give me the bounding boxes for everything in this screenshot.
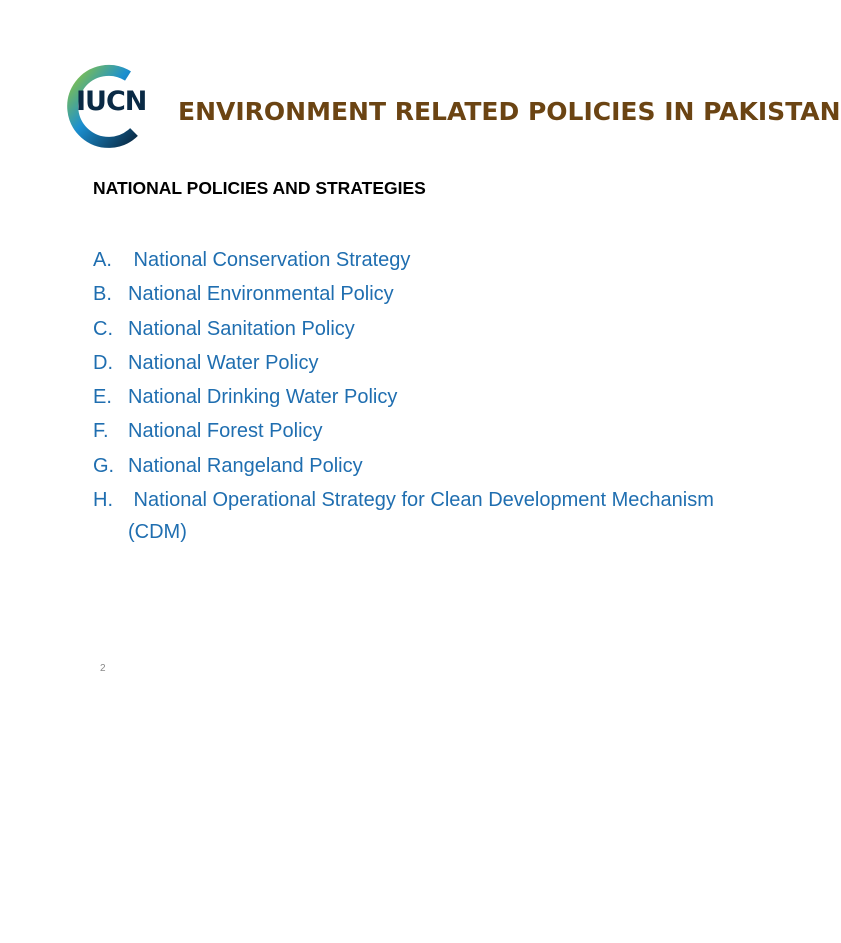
list-item-text: National Environmental Policy bbox=[128, 283, 394, 306]
section-heading: NATIONAL POLICIES AND STRATEGIES bbox=[93, 178, 426, 198]
list-item-text: National Water Policy bbox=[128, 351, 319, 374]
list-item-letter: H. bbox=[93, 489, 113, 512]
list-item-letter: B. bbox=[93, 283, 112, 306]
list-item-letter: A. bbox=[93, 249, 112, 271]
list-item-text: National Sanitation Policy bbox=[128, 317, 355, 340]
list-item-letter: C. bbox=[93, 317, 113, 340]
iucn-logo bbox=[64, 66, 154, 146]
list-item bbox=[93, 246, 714, 280]
list-item bbox=[93, 280, 714, 314]
list-item bbox=[93, 452, 714, 486]
logo-wordmark: IUCN bbox=[76, 86, 147, 117]
list-item bbox=[93, 486, 714, 544]
list-item-letter: F. bbox=[93, 420, 109, 443]
policy-list bbox=[93, 246, 714, 544]
list-item-letter: E. bbox=[93, 386, 112, 409]
page-number: 2 bbox=[100, 663, 106, 674]
page-title: ENVIRONMENT RELATED POLICIES IN PAKISTAN bbox=[178, 97, 841, 126]
list-item-continuation: (CDM) bbox=[128, 521, 187, 544]
list-item bbox=[93, 349, 714, 383]
list-item bbox=[93, 315, 714, 349]
list-item-letter: G. bbox=[93, 454, 115, 477]
list-item bbox=[93, 383, 714, 417]
list-item bbox=[93, 417, 714, 451]
list-item-text: National Drinking Water Policy bbox=[128, 386, 398, 409]
list-item-text: National Forest Policy bbox=[128, 420, 323, 443]
list-item-text: National Rangeland Policy bbox=[128, 454, 363, 477]
list-item-text: National Operational Strategy for Clean Development Mechanism bbox=[128, 489, 714, 512]
list-item-text: National Conservation Strategy bbox=[128, 249, 411, 271]
list-item-letter: D. bbox=[93, 351, 113, 374]
